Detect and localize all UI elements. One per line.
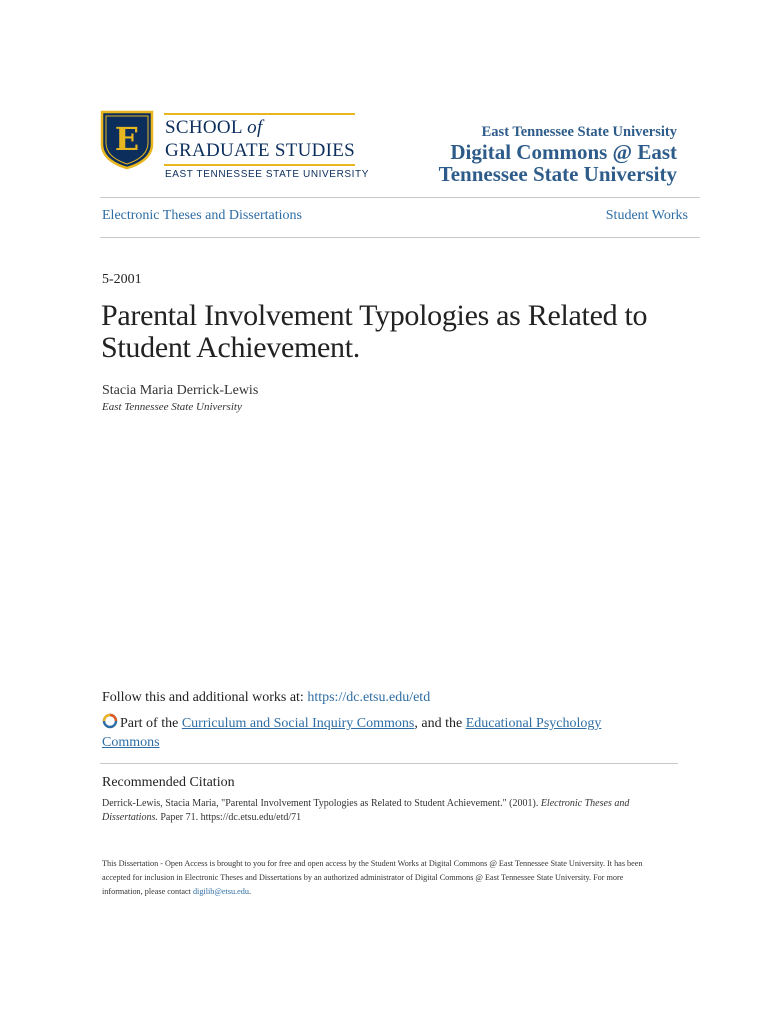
divider-top <box>100 197 700 198</box>
shield-letter: E <box>114 120 140 158</box>
citation-text-a: Derrick-Lewis, Stacia Maria, "Parental Involvement Typologies as Related to Student Achievement." (2001). <box>102 798 541 809</box>
part-of-prefix: Part of the <box>120 716 182 731</box>
logo-rule-top <box>164 113 355 115</box>
part-of-middle: , and the <box>414 716 466 731</box>
breadcrumb-etd-link[interactable]: Electronic Theses and Dissertations <box>102 208 302 223</box>
header-repository-line2[interactable]: Tennessee State University <box>438 162 677 186</box>
citation-body <box>102 797 672 825</box>
item-author: Stacia Maria Derrick-Lewis <box>102 383 259 398</box>
access-statement <box>102 857 662 899</box>
logo-school-line: SCHOOL of <box>165 117 263 138</box>
item-affiliation: East Tennessee State University <box>102 401 242 413</box>
logo-rule-middle <box>164 164 355 166</box>
header-repository-line1[interactable]: Digital Commons @ East <box>450 140 677 164</box>
curriculum-commons-link[interactable]: Curriculum and Social Inquiry Commons <box>181 716 415 731</box>
citation-text-b: Paper 71. https://dc.etsu.edu/etd/71 <box>157 812 302 823</box>
educational-psychology-commons-link[interactable]: Educational Psychology Commons <box>102 716 602 750</box>
item-date: 5-2001 <box>102 272 142 287</box>
logo-graduate-studies-line: GRADUATE STUDIES <box>165 140 356 161</box>
divider-bottom <box>100 237 700 238</box>
access-statement-text: This Dissertation - Open Access is brought to you for free and open access by the Student Works at Digital Commons @ East Tennessee State University. It has been accepted for inclusion in Electronic Theses and Dissertations by an authorized administrator of Digital Commons @ East Tennessee State University. For more information, please contact <box>102 859 643 896</box>
access-statement-end: . <box>248 887 251 896</box>
etsu-shield-logo <box>100 110 154 170</box>
citation-heading: Recommended Citation <box>102 775 235 790</box>
header-institution[interactable]: East Tennessee State University <box>481 124 677 140</box>
item-title: Parental Involvement Typologies as Related to Student Achievement. <box>101 299 648 364</box>
follow-url-link[interactable]: https://dc.etsu.edu/etd <box>307 690 431 705</box>
part-of-line <box>102 713 662 752</box>
follow-text: Follow this and additional works at: <box>102 690 308 705</box>
citation-series: Electronic Theses and Dissertations. <box>102 798 630 823</box>
divider-citation <box>100 763 678 764</box>
commons-network-icon <box>102 713 118 729</box>
logo-university-line: EAST TENNESSEE STATE UNIVERSITY <box>165 169 370 180</box>
breadcrumb-student-works-link[interactable]: Student Works <box>605 208 688 223</box>
follow-line <box>102 690 430 706</box>
contact-email-link[interactable]: digilib@etsu.edu <box>192 887 249 896</box>
